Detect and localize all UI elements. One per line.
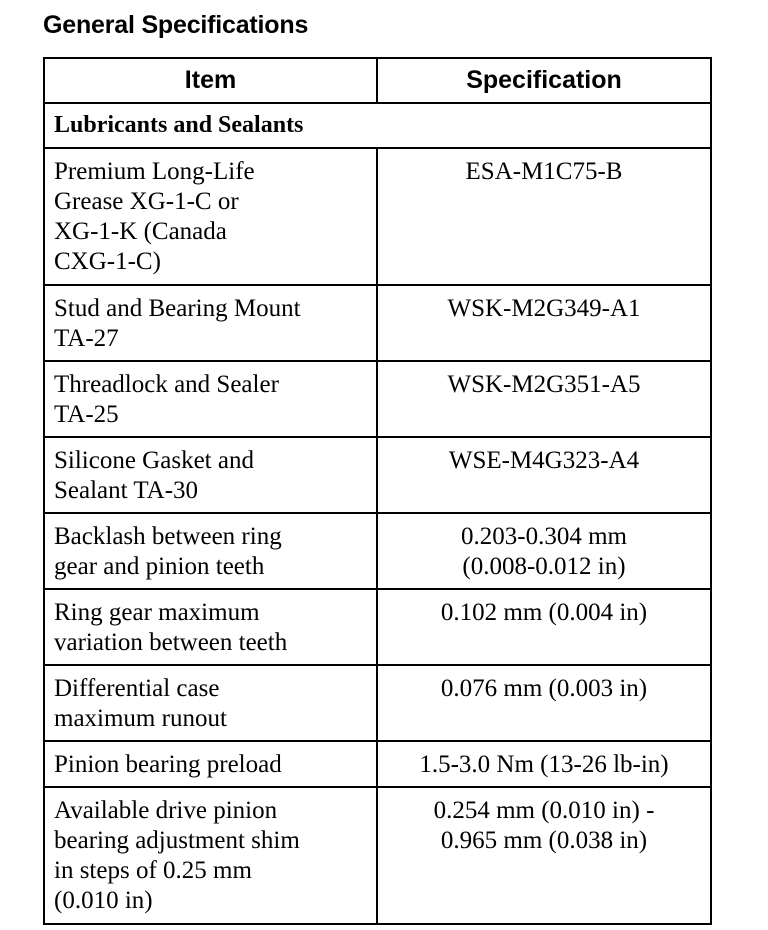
table-row: [44, 787, 711, 924]
column-header-item: Item: [44, 58, 377, 103]
section-label: Lubricants and Sealants: [44, 103, 711, 148]
table-row: [44, 513, 711, 589]
table-header-row: [44, 58, 711, 103]
table-row: [44, 285, 711, 361]
specification-cell: ESA-M1C75-B: [377, 148, 711, 285]
table-row: [44, 665, 711, 741]
item-cell: Ring gear maximum variation between teeth: [44, 589, 377, 665]
item-cell: Pinion bearing preload: [44, 741, 377, 787]
table-row: [44, 589, 711, 665]
table-row: [44, 437, 711, 513]
item-cell: Silicone Gasket and Sealant TA-30: [44, 437, 377, 513]
specification-cell: 0.254 mm (0.010 in) - 0.965 mm (0.038 in): [377, 787, 711, 924]
specification-cell: 1.5-3.0 Nm (13-26 lb-in): [377, 741, 711, 787]
specifications-table: [43, 57, 712, 925]
item-cell: Premium Long-Life Grease XG-1-C or XG-1-K (Canada CXG-1-C): [44, 148, 377, 285]
specification-cell: WSE-M4G323-A4: [377, 437, 711, 513]
item-cell: Threadlock and Sealer TA-25: [44, 361, 377, 437]
section-row: [44, 103, 711, 148]
specification-cell: 0.102 mm (0.004 in): [377, 589, 711, 665]
table-row: [44, 741, 711, 787]
page-title: General Specifications: [43, 11, 309, 39]
specification-cell: 0.203-0.304 mm (0.008-0.012 in): [377, 513, 711, 589]
table-row: [44, 361, 711, 437]
item-cell: Backlash between ring gear and pinion teeth: [44, 513, 377, 589]
item-cell: Available drive pinion bearing adjustment shim in steps of 0.25 mm (0.010 in): [44, 787, 377, 924]
specification-cell: WSK-M2G349-A1: [377, 285, 711, 361]
specification-cell: WSK-M2G351-A5: [377, 361, 711, 437]
item-cell: Differential case maximum runout: [44, 665, 377, 741]
specification-cell: 0.076 mm (0.003 in): [377, 665, 711, 741]
item-cell: Stud and Bearing Mount TA-27: [44, 285, 377, 361]
table-row: [44, 148, 711, 285]
column-header-specification: Specification: [377, 58, 711, 103]
